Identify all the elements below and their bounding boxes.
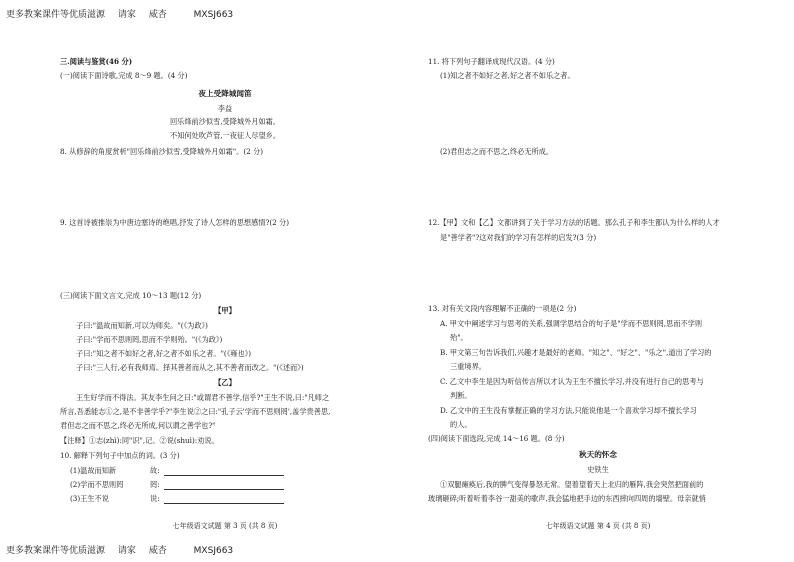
question-10-item-2 [70,480,284,490]
footer-name-text: 威杏 [148,546,167,556]
poem-line-1: 回乐烽前沙似雪,受降城外月如霜。 [169,117,281,126]
poem-title: 夜上受降城闻笛 [198,89,252,98]
question-10-item-3 [70,494,284,504]
top-watermark [6,7,243,20]
poem-author: 李益 [217,104,233,113]
essay-paragraph-line-2: 玻璃砸碎;听着听着李谷一甜美的歌声,我会猛地把手边的东西摔向四周的墙壁。母亲就悄 [428,494,706,503]
option-d-line-2: 的人。 [450,420,472,429]
q10-item-2-sentence: (2)学而不思则罔 [70,480,124,489]
bottom-watermark [6,543,243,556]
page-number-4: 七年级语文试题 第 4 页 (共 8 页) [545,522,651,530]
question-13: 13. 对有关文段内容理解不正确的一项是(2 分) [428,304,577,313]
watermark-left-text: 更多教案课件等优质滋源 [6,10,106,20]
question-10-item-1 [70,466,284,476]
option-b-line-2: 三重境界。 [450,362,486,371]
question-12-line-1: 12.【甲】文和【乙】文都讲到了关于学习方法的话题。那么孔子和李生都认为什么样的人才 [428,218,720,227]
q10-item-1-sentence: (1)温故而知新 [70,466,117,475]
question-9: 9. 这首诗被推崇为中唐边塞诗的绝唱,抒发了诗人怎样的思想感情?(2 分) [60,218,289,227]
passage-yi-line-2: 所言,吾悉能志①之,是不非善学乎?"李生说②之曰:"孔子云'学而不思则罔',盖学贵善思, [60,407,331,416]
question-8: 8. 从修辞的角度赏析"回乐烽前沙似雪,受降城外月如霜"。(2 分) [60,147,264,156]
subsection-4-heading: (四)阅读下面选段,完成 14～16 题。(8 分) [428,434,565,443]
q10-item-1-answer-blank[interactable] [164,468,284,476]
essay-author: 史铁生 [587,465,609,474]
annotation-note: 【注释】①志(zhì):同"识",记。②说(shuì):劝说。 [60,436,219,445]
subsection-1-heading: (一)阅读下面诗歌,完成 8～9 题。(4 分) [60,71,188,80]
passage-jia-line-3: 子曰:"知之者不如好之者,好之者不如乐之者。"(《雍也》) [76,349,252,358]
q10-item-3-key: 说: [150,494,160,503]
watermark-mid-text: 请家 [117,10,136,20]
footer-mid-text: 请家 [117,546,136,556]
option-b-line-1: B. 甲文第三句告诉我们,兴趣才是最好的老师。"知之"、"好之"、"乐之",道出了学习的 [440,348,712,357]
question-10: 10. 解释下列句子中加点的词。(3 分) [60,451,180,460]
q10-item-3-sentence: (3)王生不说 [70,494,109,503]
option-a-line-1: A. 甲文中阐述学习与思考的关系,强调学思结合的句子是"学而不思则罔,思而不学则 [440,319,703,328]
right-page [428,52,768,542]
question-11-item-1: (1)知之者不如好之者,好之者不如乐之者。 [440,71,575,80]
option-c-line-2: 判断。 [450,391,472,400]
passage-jia-line-1: 子曰:"温故而知新,可以为师矣。"(《为政》) [76,321,208,330]
passage-yi-label: 【乙】 [214,378,236,387]
passage-jia-line-4: 子曰:"三人行,必有我师焉。择其善者而从之,其不善者而改之。"(《述而》) [76,363,304,372]
q10-item-1-key: 故: [150,466,160,475]
q10-item-3-answer-blank[interactable] [164,496,284,504]
page-number-3: 七年级语文试题 第 3 页 (共 8 页) [172,522,278,530]
q10-item-2-answer-blank[interactable] [164,482,284,490]
question-11-item-2: (2)君但志之而不思之,终必无所成。 [440,147,554,156]
essay-paragraph-line-1: ①双腿瘫痪后,我的脾气变得暴怒无常。望着望着天上北归的雁阵,我会突然把面前的 [440,480,704,489]
watermark-code-text: MXSJ663 [193,10,234,20]
option-a-line-2: 殆"。 [450,333,468,342]
subsection-3-heading: (三)阅读下面文言文,完成 10～13 题(12 分) [60,291,202,300]
question-11: 11. 将下列句子翻译成现代汉语。(4 分) [428,57,555,66]
passage-jia-label: 【甲】 [214,306,236,315]
essay-title: 秋天的怀念 [579,450,617,459]
option-d-line-1: D. 乙文中的王生没有掌握正确的学习方法,只能说他是一个喜欢学习却不擅长学习 [440,406,697,415]
passage-yi-line-1: 王生好学而不得法。其友李生问之曰:"或谓君不善学,信乎?"王生不说,曰:"凡师之 [76,393,330,402]
option-c-line-1: C. 乙文中李生是因为听信传言所以才认为王生不擅长学习,并没有进行自己的思考与 [440,377,704,386]
passage-jia-line-2: 子曰:"学而不思则罔,思而不学则殆。"(《为政》) [76,335,223,344]
section-3-heading: 三.阅读与鉴赏(46 分) [60,57,133,66]
question-12-line-2: 是"善学者"?这对我们的学习有怎样的启发?(3 分) [440,233,597,242]
footer-left-text: 更多教案课件等优质滋源 [6,546,106,556]
poem-line-2: 不知何处吹芦管,一夜征人尽望乡。 [169,131,281,140]
passage-yi-line-3: 君但志之而不思之,终必无所成,何以谓之善学也?" [60,421,216,430]
left-page [60,52,390,542]
q10-item-2-key: 罔: [150,480,160,489]
footer-code-text: MXSJ663 [193,546,234,556]
watermark-name-text: 威杏 [148,10,167,20]
